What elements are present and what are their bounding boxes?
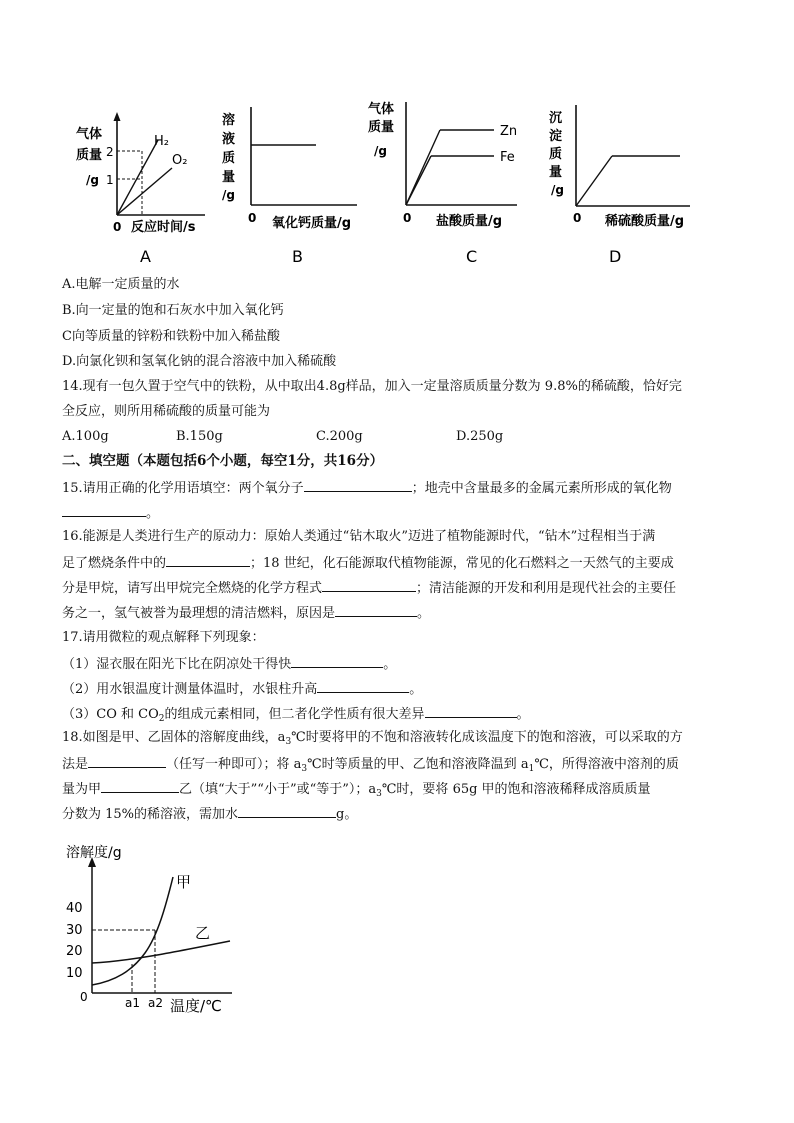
q18-sub-1: 3 [285, 737, 292, 747]
graph-d-ylabel-3: 质 [549, 147, 563, 162]
graph-b [222, 107, 357, 266]
sol-xtick-a1: a1 [125, 996, 140, 1010]
q18-text-2d: ℃，所得溶液中溶剂的质 [534, 757, 679, 772]
q18-line1 [62, 729, 683, 751]
q15-end: 。 [146, 506, 160, 521]
q18-text-3a: 量为甲 [62, 782, 102, 797]
q14-option-d: D.250g [456, 429, 504, 444]
q16-line4 [62, 603, 430, 623]
graph-a-tick-2: 2 [106, 145, 114, 159]
q14-option-b: B.150g [176, 429, 223, 444]
sol-ytick-20: 20 [66, 944, 83, 959]
graph-a-ylabel-1: 气体 [76, 127, 103, 142]
q17-item-3 [62, 704, 530, 728]
q14-stem-line2: 全反应，则所用稀硫酸的质量可能为 [62, 404, 271, 419]
graph-c-ylabel-1: 气体 [368, 102, 395, 117]
q16-line3 [62, 578, 676, 598]
graph-b-ylabel-4: 量 [222, 170, 236, 185]
q17-end-2: 。 [409, 682, 423, 697]
q17-end-3: 。 [516, 707, 530, 722]
q15-blank-1[interactable] [304, 478, 412, 492]
graph-d-xlabel: 稀硫酸质量/g [605, 214, 685, 229]
q16-blank-2[interactable] [322, 578, 416, 592]
graph-d-letter: D [609, 247, 622, 266]
q17-sub-2: 2 [158, 714, 165, 724]
sol-ylabel: 溶解度/g [66, 845, 122, 861]
graph-b-ylabel-5: /g [222, 188, 235, 202]
graph-a-xlabel: 反应时间/s [131, 220, 196, 235]
q18-text-3c: ℃时，要将 65g 甲的饱和溶液稀释成溶质质量 [381, 782, 651, 797]
q18-text-1b: ℃时要将甲的不饱和溶液转化成该温度下的饱和溶液，可以采取的方 [291, 730, 683, 745]
q18-text-2c: ℃时等质量的甲、乙饱和溶液降温到 a [307, 757, 529, 772]
sol-series-yi: 乙 [195, 924, 211, 942]
q14-option-a: A.100g [62, 429, 109, 444]
graph-d-ylabel-4: 量 [549, 165, 563, 180]
q15-blank-2[interactable] [62, 503, 146, 517]
q13-option-c: C向等质量的锌粉和铁粉中加入稀盐酸 [62, 329, 280, 344]
sol-ytick-30: 30 [66, 923, 83, 938]
q17-end-1: 。 [383, 657, 397, 672]
q18-text-4b: g。 [336, 807, 358, 822]
curve-zn-label: Zn [500, 124, 518, 139]
sol-xlabel: 温度/℃ [170, 997, 222, 1015]
q14-option-c: C.200g [316, 429, 363, 444]
q18-line4 [62, 804, 357, 824]
q17-blank-3[interactable] [425, 704, 517, 718]
curve-fe-label: Fe [500, 150, 515, 165]
q13-option-b: B.向一定量的饱和石灰水中加入氧化钙 [62, 303, 284, 318]
q17-item-2 [62, 679, 422, 699]
graph-a-ylabel-2: 质量 [76, 148, 103, 163]
graph-b-ylabel-2: 液 [222, 132, 236, 147]
sol-origin: 0 [80, 990, 88, 1004]
graph-d-ylabel-1: 沉 [549, 111, 563, 126]
q16-blank-3[interactable] [335, 603, 417, 617]
q18-sub-4: 3 [376, 789, 382, 799]
q18-blank-3[interactable] [238, 804, 336, 818]
section-2-heading: 二、填空题（本题包括6个小题，每空1分，共16分） [62, 453, 384, 469]
q16-text-4b: 。 [417, 606, 431, 621]
q18-line2 [62, 754, 679, 778]
q16-text-4a: 务之一，氢气被誉为最理想的清洁燃料，原因是 [62, 606, 336, 621]
option-graphs [0, 0, 794, 280]
graph-c-ylabel-2: 质量 [368, 120, 395, 135]
q17-text-3b: 的组成元素相同，但二者化学性质有很大差异 [164, 707, 425, 722]
sol-ytick-40: 40 [66, 901, 83, 916]
q18-line3 [62, 779, 651, 803]
curve-o2-label: O₂ [172, 153, 188, 168]
graph-b-ylabel-3: 质 [222, 151, 236, 166]
q18-text-1a: 18.如图是甲、乙固体的溶解度曲线，a [62, 730, 286, 745]
graph-c [368, 101, 517, 266]
graph-c-letter: C [466, 247, 478, 266]
graph-b-xlabel: 氧化钙质量/g [272, 216, 352, 231]
q15-line1 [62, 478, 672, 498]
q15-line2 [62, 503, 159, 523]
graph-a-tick-1: 1 [106, 173, 114, 187]
q17-text-1: （1）湿衣服在阳光下比在阴凉处干得快 [62, 657, 292, 672]
q18-text-4a: 分数为 15%的稀溶液，需加水 [62, 807, 239, 822]
q16-text-3a: 分是甲烷，请写出甲烷完全燃烧的化学方程式 [62, 581, 323, 596]
q16-line1: 16.能源是人类进行生产的原动力：原始人类通过“钻木取火”迈进了植物能源时代，“钻木”过程相当于满 [62, 529, 656, 544]
q18-text-2b: （任写一种即可）；将 a [166, 757, 302, 772]
q15-text-1: 15.请用正确的化学用语填空：两个氧分子 [62, 481, 304, 496]
q16-line2 [62, 553, 674, 573]
q17-text-2: （2）用水银温度计测量体温时，水银柱升高 [62, 682, 318, 697]
graph-d-origin: 0 [573, 211, 582, 225]
q18-blank-2[interactable] [101, 779, 179, 793]
graph-b-ylabel-1: 溶 [222, 113, 236, 128]
sol-series-jia: 甲 [176, 873, 192, 891]
graph-b-letter: B [292, 247, 303, 266]
q16-text-2b: ；18 世纪，化石能源取代植物能源，常见的化石燃料之一天然气的主要成 [250, 556, 674, 571]
graph-d-ylabel-5: /g [551, 183, 564, 197]
q17-blank-2[interactable] [317, 679, 409, 693]
graph-d [549, 105, 690, 266]
q18-sub-3: 1 [528, 764, 535, 774]
graph-a [76, 112, 205, 266]
q18-text-3b: 乙（填“大于”“小于”或“等于”）；a [179, 782, 377, 797]
q18-sub-2: 3 [301, 764, 308, 774]
graph-c-xlabel: 盐酸质量/g [436, 214, 503, 229]
graph-c-origin: 0 [403, 211, 412, 225]
q17-text-3a: （3）CO 和 CO [62, 707, 159, 722]
sol-ytick-10: 10 [66, 966, 83, 981]
sol-xtick-a2: a2 [148, 996, 163, 1010]
q17-title: 17.请用微粒的观点解释下列现象： [62, 630, 265, 645]
graph-c-ylabel-3: /g [374, 144, 387, 158]
q17-item-1 [62, 654, 396, 674]
q14-stem-line1: 14.现有一包久置于空气中的铁粉，从中取出4.8g样品，加入一定量溶质质量分数为 9.8%的稀硫酸，恰好完 [62, 379, 682, 394]
q18-text-2a: 法是 [62, 757, 89, 772]
q13-option-a: A.电解一定质量的水 [62, 277, 180, 292]
q15-text-2: ；地壳中含量最多的金属元素所形成的氧化物 [411, 481, 672, 496]
q16-text-3b: ；清洁能源的开发和利用是现代社会的主要任 [416, 581, 677, 596]
q16-blank-1[interactable] [166, 553, 250, 567]
graph-b-origin: 0 [248, 211, 257, 225]
graph-a-ylabel-3: /g [86, 173, 99, 187]
q13-option-d: D.向氯化钡和氢氧化钠的混合溶液中加入稀硫酸 [62, 354, 337, 369]
curve-h2-label: H₂ [154, 134, 169, 149]
graph-a-origin: 0 [113, 220, 122, 234]
q18-blank-1[interactable] [88, 754, 166, 768]
solubility-chart [60, 835, 320, 1035]
q16-text-2a: 足了燃烧条件中的 [62, 556, 167, 571]
graph-a-letter: A [140, 247, 151, 266]
graph-d-ylabel-2: 淀 [549, 129, 563, 144]
q17-blank-1[interactable] [291, 654, 383, 668]
